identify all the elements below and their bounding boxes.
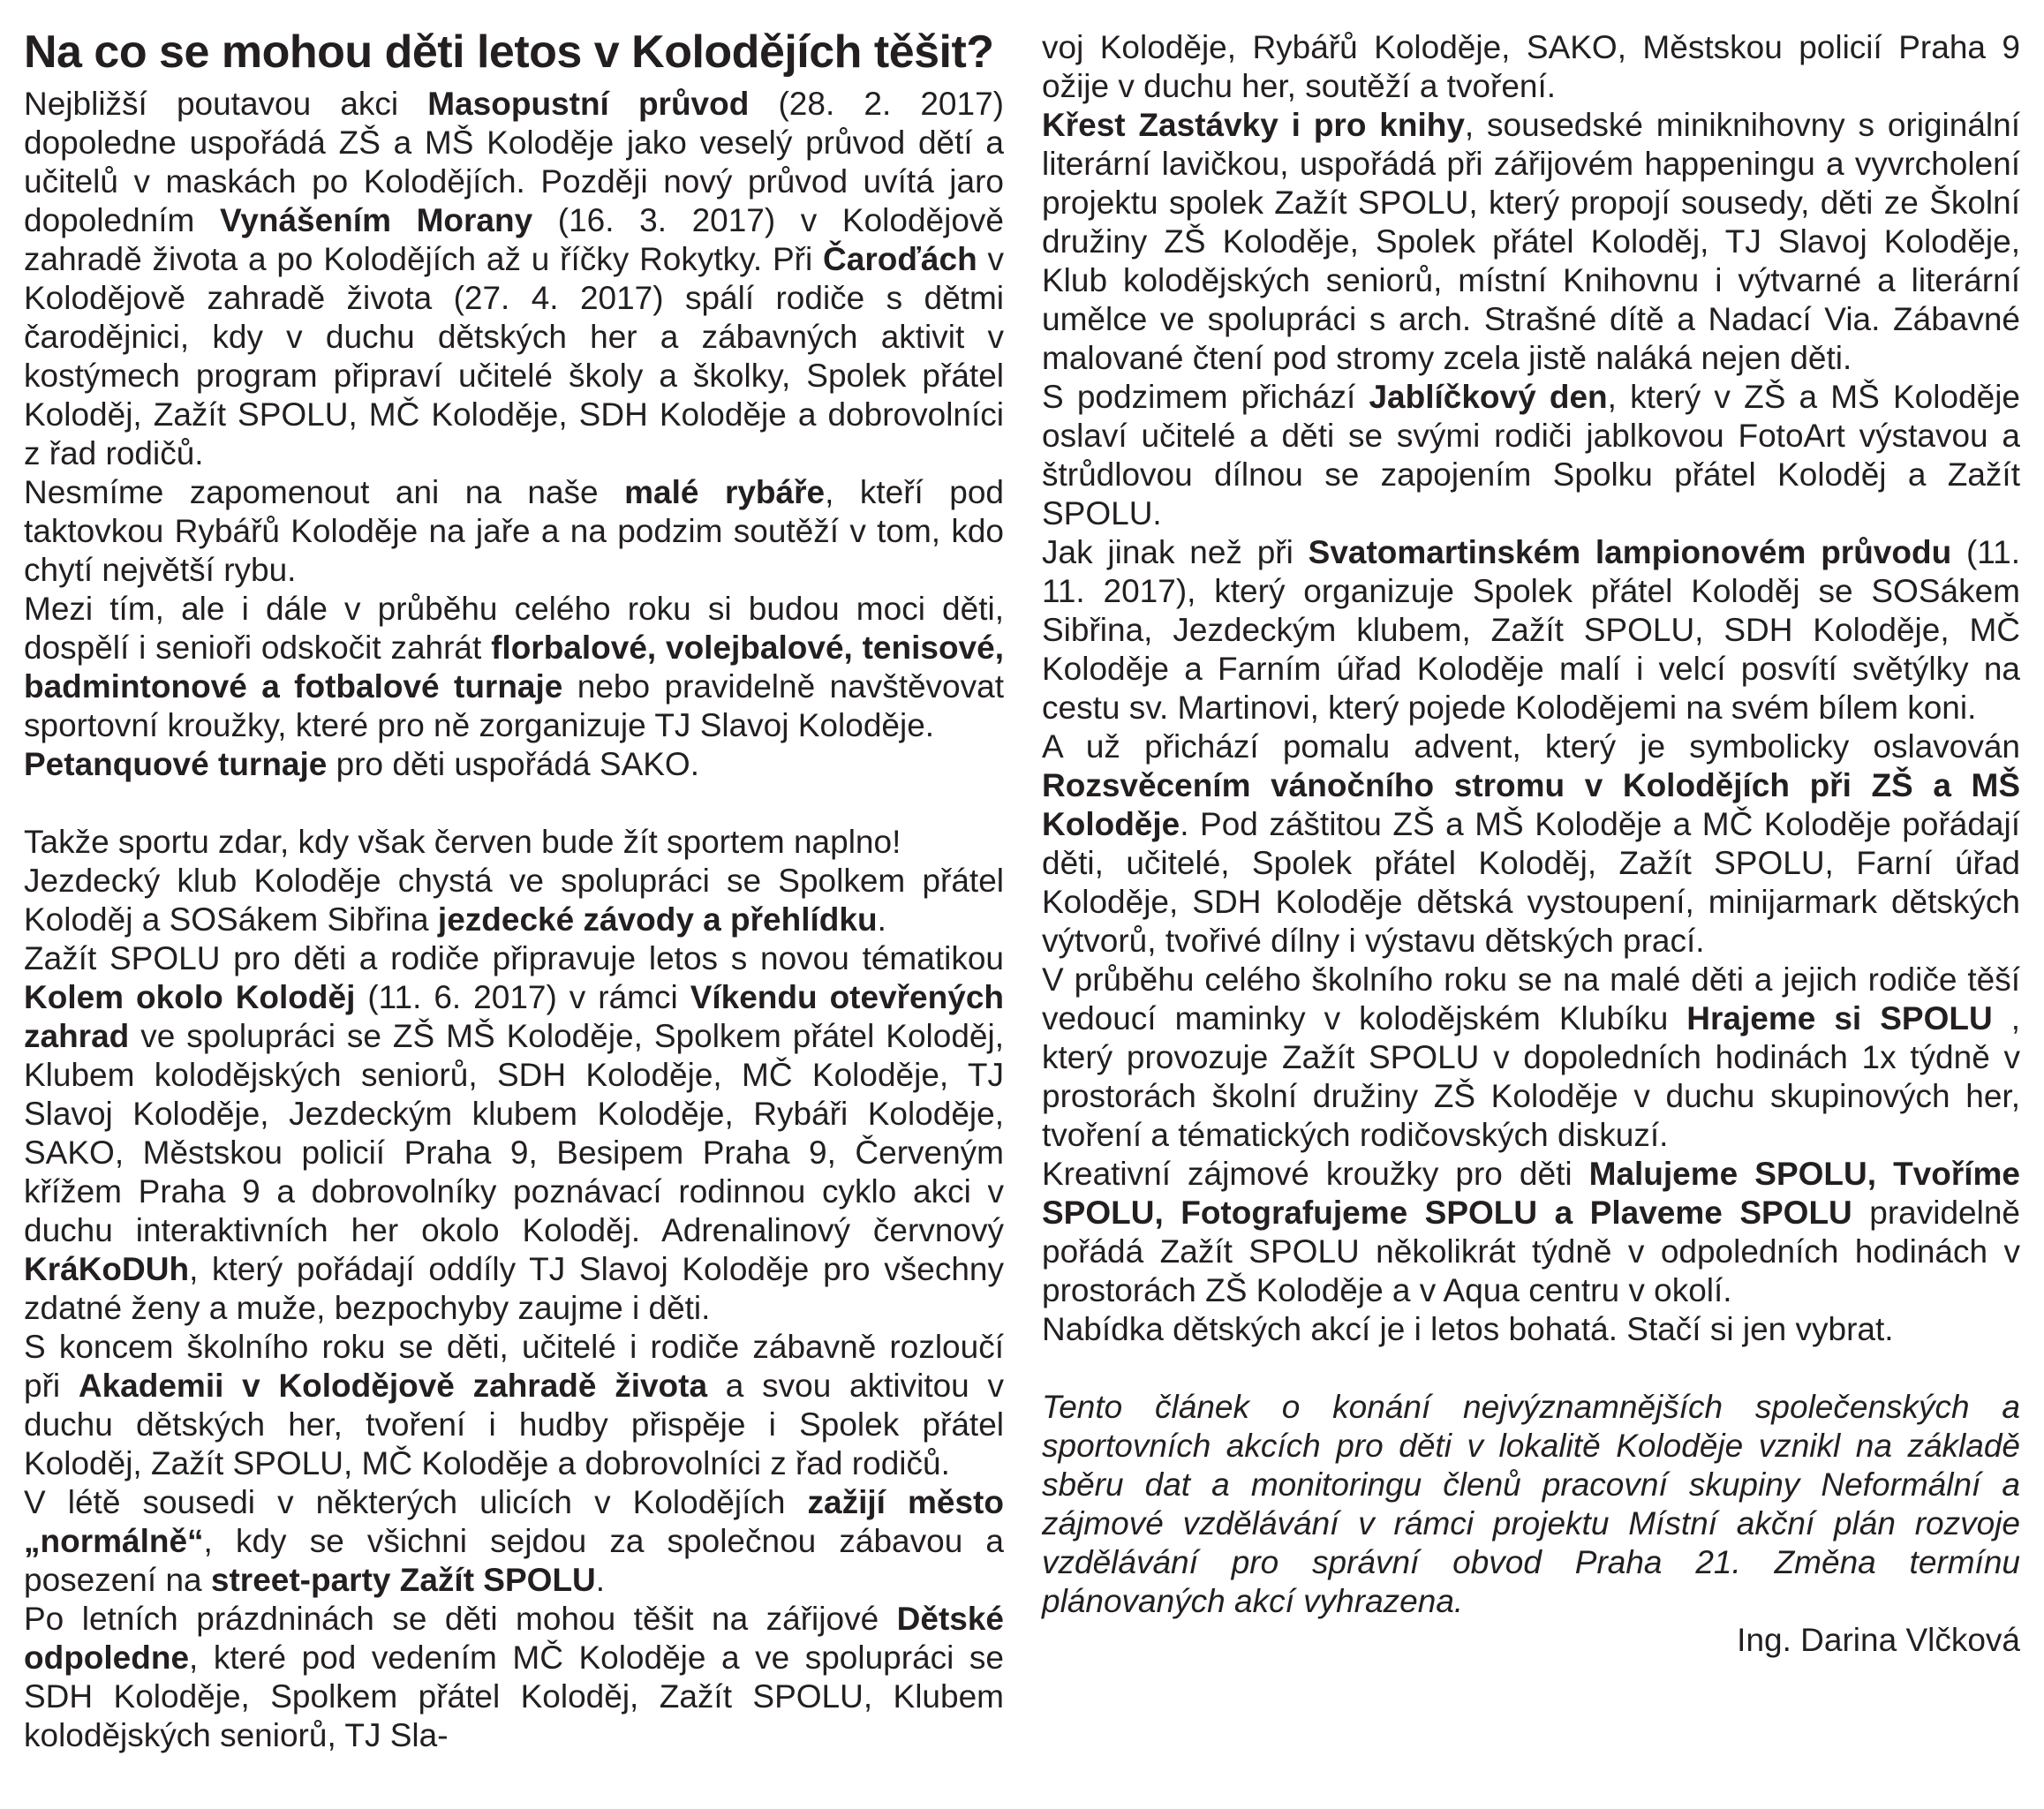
text-run: Nejbližší poutavou akci: [24, 86, 428, 122]
paragraph-gap: [1042, 1349, 2020, 1388]
bold-highlight: Dětské odpoledne: [24, 1601, 1004, 1676]
paragraph: [1042, 1310, 2020, 1349]
paragraph: [1042, 106, 2020, 378]
text-run: , který pořádají oddíly TJ Slavoj Koloděje pro všechny zdatné ženy a muže, bezpochyby zaujme i děti.: [24, 1251, 1004, 1326]
text-run: pro děti uspořádá SAKO.: [327, 746, 699, 782]
bold-highlight: Malujeme SPOLU, Tvoříme SPOLU, Fotografujeme SPOLU a Plaveme SPOLU: [1042, 1156, 2020, 1231]
text-run: , který v ZŠ a MŠ Koloděje oslaví učitelé a děti se svými rodiči jablkovou FotoArt výstavou a štrůdlovou dílnou se zapojením Spolku přátel Koloděj a Zažít SPOLU.: [1042, 379, 2020, 531]
right-column: [1042, 28, 2020, 1660]
paragraph: [24, 1483, 1004, 1600]
bold-highlight: Kolem okolo Koloděj: [24, 979, 356, 1015]
bold-highlight: malé rybáře: [624, 474, 826, 510]
paragraph: [24, 939, 1004, 1328]
bold-highlight: Petanquové turnaje: [24, 746, 328, 782]
text-run: nebo pravidelně navštěvovat sportovní kroužky, které pro ně zorganizuje TJ Slavoj Koloděje.: [24, 668, 1004, 743]
text-run: , které pod vedením MČ Koloděje a ve spolupráci se SDH Koloděje, Spolkem přátel Koloděj, Zažít SPOLU, Klubem kolodějských seniorů, TJ Sla-: [24, 1639, 1004, 1753]
text-run: S koncem školního roku se děti, učitelé i rodiče zábavně rozloučí při: [24, 1329, 1004, 1404]
paragraph: [24, 85, 1004, 473]
paragraph-gap: [24, 784, 1004, 823]
text-run: (28. 2. 2017) dopoledne uspořádá ZŠ a MŠ Koloděje jako veselý průvod dětí a učitelů v maskách po Kolodějích. Později nový průvod uvítá jaro dopoledním: [24, 86, 1004, 238]
text-run: ve spolupráci se ZŠ MŠ Koloděje, Spolkem přátel Koloděj, Klubem kolodějských seniorů, SDH Koloděje, MČ Koloděje, TJ Slavoj Koloděje, Jezdeckým klubem Koloděje, Rybáři Koloděje, SAKO, Městskou policií Praha 9, Besipem Praha 9, Červeným křížem Praha 9 a dobrovolníky poznávací rodinnou cyklo akci v duchu interaktivních her okolo Koloděj. Adrenalinový červnový: [24, 1018, 1004, 1248]
paragraph: [24, 1328, 1004, 1483]
text-run: Nabídka dětských akcí je i letos bohatá. Stačí si jen vybrat.: [1042, 1311, 1894, 1347]
paragraph: [24, 590, 1004, 745]
bold-highlight: KráKoDUh: [24, 1251, 190, 1287]
article-note: [1042, 1388, 2020, 1621]
paragraph: [1042, 727, 2020, 961]
text-run: a svou aktivitou v duchu dětských her, tvoření i hudby přispěje i Spolek přátel Koloděj, Zažít SPOLU, MČ Koloděje a dobrovolníci z řad rodičů.: [24, 1368, 1005, 1481]
paragraph: [24, 823, 1004, 862]
bold-highlight: Křest Zastávky i pro knihy: [1042, 107, 1465, 143]
text-run: , sousedské miniknihovny s originální literární lavičkou, uspořádá při zářijovém happeningu a vyvrcholení projektu spolek Zažít SPOLU, který propojí sousedy, děti ze Školní družiny ZŠ Koloděje, Spolek přátel Koloděj, TJ Slavoj Koloděje, Klub kolodějských seniorů, místní Knihovnu i výtvarné a literární umělce ve spolupráci s arch. Strašné dítě a Nadací Via. Zábavné malované čtení pod stromy zcela jistě naláká nejen děti.: [1042, 107, 2020, 376]
text-run: , který provozuje Zažít SPOLU v dopoledních hodinách 1x týdně v prostorách školní družiny ZŠ Koloděje v duchu skupinových her, tvoření a tématických rodičovských diskuzí.: [1042, 1000, 2021, 1153]
paragraph: [1042, 961, 2020, 1155]
text-run: Po letních prázdninách se děti mohou těšit na zářijové: [24, 1601, 897, 1637]
text-run: Nesmíme zapomenout ani na naše: [24, 474, 625, 510]
bold-highlight: Vynášením Morany: [219, 202, 533, 238]
text-run: , kdy se všichni sejdou za společnou zábavou a posezení na: [24, 1523, 1004, 1598]
text-run: Kreativní zájmové kroužky pro děti: [1042, 1156, 1589, 1192]
bold-highlight: Akademii v Kolodějově zahradě života: [78, 1368, 708, 1404]
paragraph: [1042, 533, 2020, 727]
text-run: Takže sportu zdar, kdy však červen bude žít sportem naplno!: [24, 824, 901, 860]
bold-highlight: Víkendu otevřených zahrad: [24, 979, 1004, 1054]
text-run: Jezdecký klub Koloděje chystá ve spolupráci se Spolkem přátel Koloděj a SOSákem Sibřina: [24, 863, 1004, 938]
text-run: Ing. Darina Vlčková: [1737, 1622, 2020, 1658]
text-run: v Kolodějově zahradě života (27. 4. 2017) spálí rodiče s dětmi čarodějnici, kdy v duchu dětských her a zábavných aktivit v kostýmech program připraví učitelé školy a školky, Spolek přátel Koloděj, Zažít SPOLU, MČ Koloděje, SDH Koloděje a dobrovolníci z řad rodičů.: [24, 241, 1004, 471]
left-column: [24, 85, 1004, 1755]
paragraph: [24, 473, 1004, 590]
paragraph: [24, 862, 1004, 939]
text-run: V létě sousedi v některých ulicích v Kolodějích: [24, 1484, 808, 1520]
text-run: Zažít SPOLU pro děti a rodiče připravuje letos s novou tématikou: [24, 940, 1004, 976]
text-run: Mezi tím, ale i dále v průběhu celého roku si budou moci děti, dospělí i senioři odskočit zahrát: [24, 591, 1004, 666]
bold-highlight: jezdecké závody a přehlídku: [437, 901, 878, 938]
text-run: (11. 11. 2017), který organizuje Spolek přátel Koloděj se SOSákem Sibřina, Jezdeckým klubem, Zažít SPOLU, SDH Koloděje, MČ Koloděje a Farním úřad Koloděje malí i velcí posvítí světýlky na cestu sv. Martinovi, který pojede Kolodějemi na svém bílem koni.: [1042, 534, 2020, 726]
text-run: Jak jinak než při: [1042, 534, 1309, 570]
text-run: Tento článek o konání nejvýznamnějších společenských a sportovních akcích pro děti v lokalitě Koloděje vznikl na základě sběru dat a monitoringu členů pracovní skupiny Neformální a zájmové vzdělávání v rámci projektu Místní akční plán rozvoje vzdělávání pro správní obvod Praha 21. Změna termínu plánovaných akcí vyhrazena.: [1042, 1389, 2020, 1619]
bold-highlight: Rozsvěcením vánočního stromu v Kolodějích při ZŠ a MŠ Koloděje: [1042, 767, 2020, 842]
text-run: V průběhu celého školního roku se na malé děti a jejich rodiče těší vedoucí maminky v kolodějském Klubíku: [1042, 961, 2020, 1036]
paragraph: [1042, 1155, 2020, 1310]
paragraph: [24, 745, 1004, 784]
article-title: Na co se mohou děti letos v Kolodějích těšit?: [24, 26, 994, 78]
text-run: voj Koloděje, Rybářů Koloděje, SAKO, Městskou policií Praha 9 ožije v duchu her, soutěží a tvoření.: [1042, 29, 2020, 104]
bold-highlight: zažijí město „normálně“: [24, 1484, 1004, 1559]
bold-highlight: Masopustní průvod: [427, 86, 750, 122]
text-run: S podzimem přichází: [1042, 379, 1369, 415]
paragraph: [1042, 28, 2020, 106]
text-run: (16. 3. 2017) v Kolodějově zahradě života a po Kolodějích až u říčky Rokytky. Při: [24, 202, 1004, 277]
text-run: .: [595, 1562, 606, 1598]
text-run: A už přichází pomalu advent, který je symbolicky oslavován: [1042, 728, 2020, 765]
bold-highlight: Čaroďách: [823, 241, 977, 277]
text-run: , kteří pod taktovkou Rybářů Koloděje na jaře a na podzim soutěží v tom, kdo chytí největší rybu.: [24, 474, 1005, 588]
bold-highlight: Jablíčkový den: [1369, 379, 1608, 415]
paragraph: [24, 1600, 1004, 1755]
bold-highlight: street-party Zažít SPOLU: [210, 1562, 596, 1598]
bold-highlight: Svatomartinském lampionovém průvodu: [1308, 534, 1952, 570]
text-run: pravidelně pořádá Zažít SPOLU několikrát týdně v odpoledních hodinách v prostorách ZŠ Koloděje a v Aqua centru v okolí.: [1042, 1195, 2020, 1308]
paragraph: [1042, 378, 2020, 533]
text-run: .: [877, 901, 886, 938]
text-run: . Pod záštitou ZŠ a MŠ Koloděje a MČ Koloděje pořádají děti, učitelé, Spolek přátel Koloděj, Zažít SPOLU, Farní úřad Koloděje, SDH Koloděje dětská vystoupení, minijarmark dětských výtvorů, tvořivé dílny i výstavu dětských prací.: [1042, 806, 2020, 959]
bold-highlight: Hrajeme si SPOLU: [1686, 1000, 1993, 1036]
author-signature: [1042, 1621, 2020, 1660]
bold-highlight: florbalové, volejbalové, tenisové, badmintonové a fotbalové turnaje: [24, 629, 1004, 705]
text-run: (11. 6. 2017) v rámci: [355, 979, 690, 1015]
